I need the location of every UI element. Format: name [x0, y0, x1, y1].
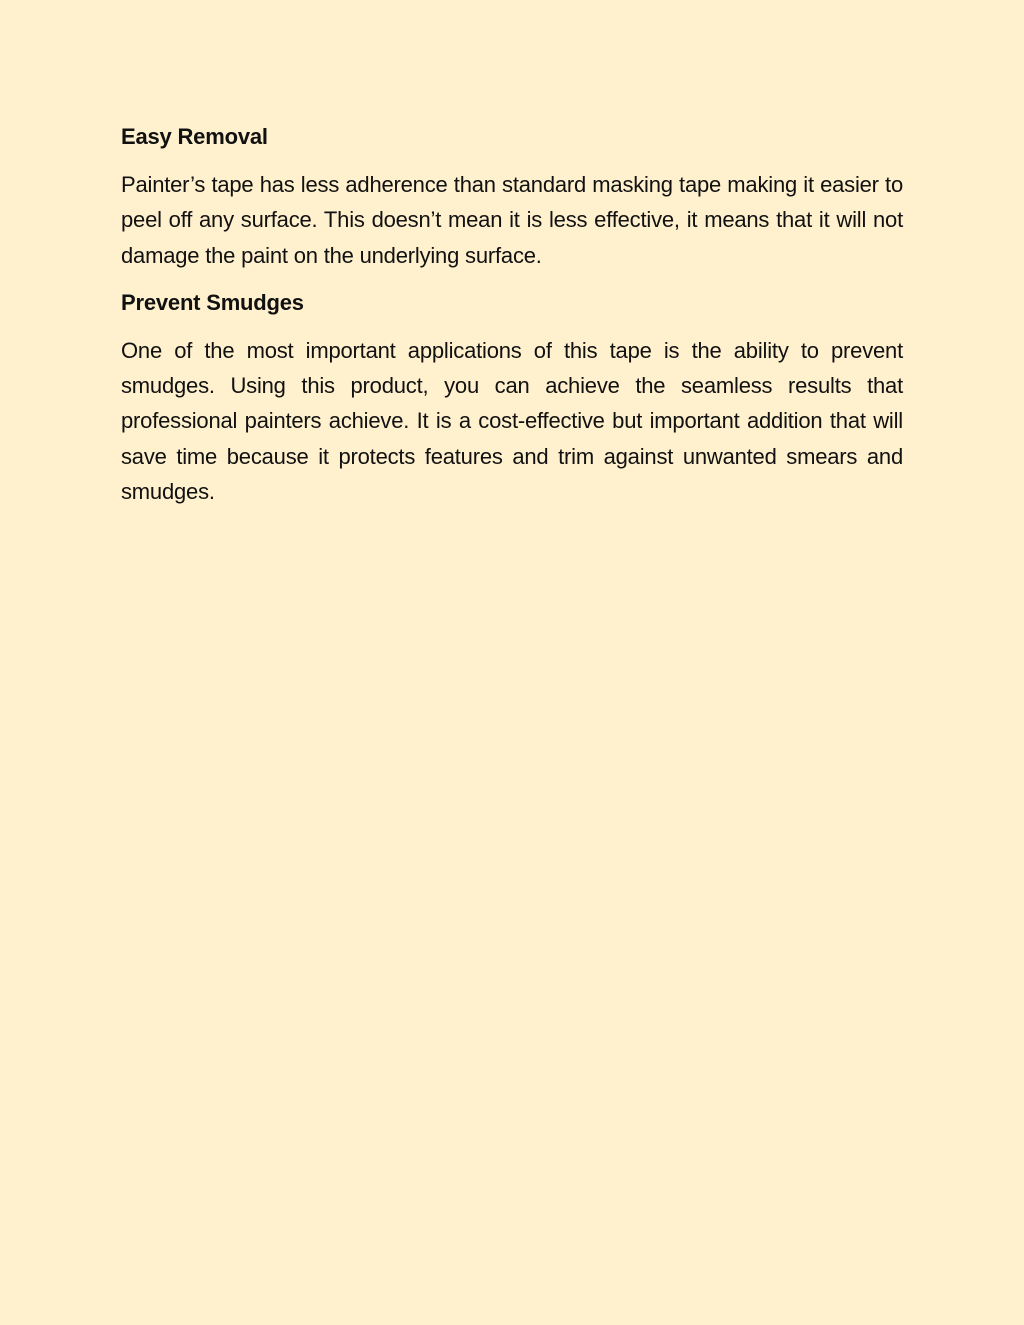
document-page [121, 120, 903, 522]
section-body-prevent-smudges: One of the most important applications of this tape is the ability to prevent smudges. Using this product, you can achieve the seamless results that professional painters achieve. It is a cost-effective but important addition that will save time because it protects features and trim against unwanted smears and smudges. [121, 337, 903, 505]
section-body-easy-removal: Painter’s tape has less adherence than standard masking tape making it easier to peel off any surface. This doesn’t mean it is less effective, it means that it will not damage the paint on the underlying surface. [121, 172, 903, 268]
section-heading-easy-removal: Easy Removal [121, 124, 268, 149]
section-heading-prevent-smudges: Prevent Smudges [121, 289, 304, 315]
